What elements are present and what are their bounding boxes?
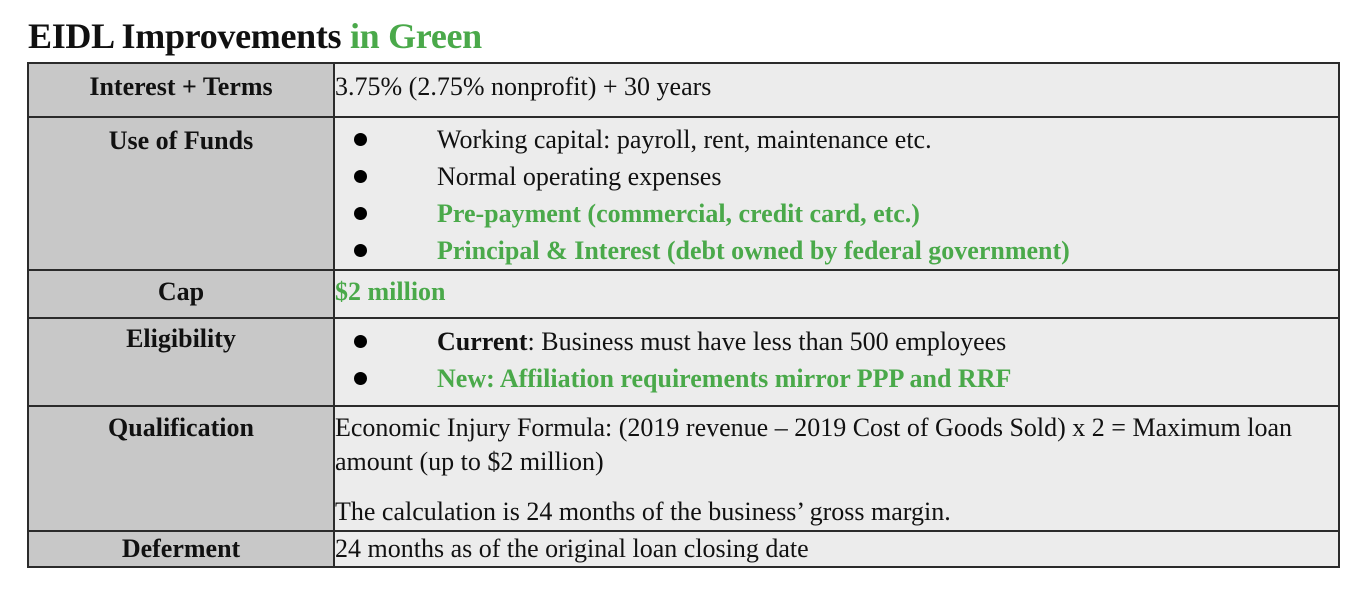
bullet-list: [335, 323, 1338, 397]
eidl-table: [27, 62, 1340, 568]
row-value: [334, 117, 1339, 270]
title-main: EIDL Improvements: [28, 16, 350, 56]
list-item: New: Affiliation requirements mirror PPP and RRF: [335, 360, 1338, 397]
bullet-icon: [354, 133, 367, 146]
bullet-icon: [354, 335, 367, 348]
qualification-note: The calculation is 24 months of the business’ gross margin.: [335, 497, 951, 526]
list-item: Normal operating expenses: [335, 158, 1338, 195]
row-value: 3.75% (2.75% nonprofit) + 30 years: [334, 63, 1339, 117]
row-value: [334, 406, 1339, 531]
row-label: Interest + Terms: [28, 63, 334, 117]
bullet-icon: [354, 244, 367, 257]
row-label: Use of Funds: [28, 117, 334, 270]
list-item: Principal & Interest (debt owned by federal government): [335, 232, 1338, 269]
list-item: Working capital: payroll, rent, maintenance etc.: [335, 121, 1338, 158]
bullet-icon: [354, 372, 367, 385]
row-label: Eligibility: [28, 318, 334, 406]
row-label: Qualification: [28, 406, 334, 531]
table-row-eligibility: [28, 318, 1339, 406]
table-row-use-of-funds: [28, 117, 1339, 270]
bullet-list: [335, 121, 1338, 269]
table-row-interest: [28, 63, 1339, 117]
table-row-cap: [28, 270, 1339, 318]
row-value: [334, 318, 1339, 406]
qualification-formula: Economic Injury Formula: (2019 revenue – 2019 Cost of Goods Sold) x 2 = Maximum loan amount (up to $2 million): [335, 413, 1293, 476]
page-title: [28, 14, 482, 58]
bullet-icon: [354, 170, 367, 183]
row-value: 24 months as of the original loan closing date: [334, 531, 1339, 567]
title-highlight: in Green: [349, 16, 482, 56]
list-item: Pre-payment (commercial, credit card, etc.): [335, 195, 1338, 232]
list-item: Current: Business must have less than 500 employees: [335, 323, 1338, 360]
row-label: Cap: [28, 270, 334, 318]
row-value: $2 million: [334, 270, 1339, 318]
table-row-deferment: [28, 531, 1339, 567]
bullet-icon: [354, 207, 367, 220]
table-row-qualification: [28, 406, 1339, 531]
row-label: Deferment: [28, 531, 334, 567]
